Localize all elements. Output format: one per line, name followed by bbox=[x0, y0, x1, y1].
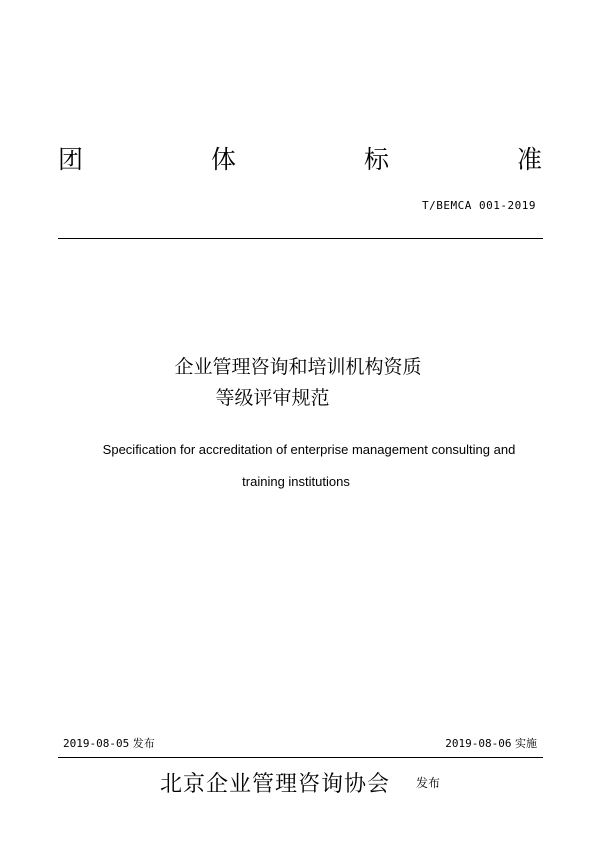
document-category bbox=[58, 142, 542, 178]
effective-label: 实施 bbox=[515, 737, 537, 750]
publisher-row bbox=[0, 768, 600, 802]
standard-code: T/BEMCA 001-2019 bbox=[422, 199, 536, 212]
category-char: 标 bbox=[363, 145, 389, 174]
english-title bbox=[0, 434, 600, 498]
english-title-line1: Specification for accreditation of enterprise management consulting and bbox=[102, 442, 516, 457]
category-char: 团 bbox=[58, 145, 84, 174]
english-title-line2: training institutions bbox=[242, 474, 350, 489]
category-char: 准 bbox=[516, 145, 542, 174]
publish-date-group bbox=[63, 737, 155, 751]
publisher-suffix: 发布 bbox=[416, 776, 441, 790]
publish-label: 发布 bbox=[132, 737, 155, 750]
chinese-title-line2: 等级评审规范 bbox=[215, 387, 330, 409]
chinese-title bbox=[0, 352, 600, 414]
publisher-name: 北京企业管理咨询协会 bbox=[159, 772, 390, 797]
effective-date: 2019-08-06 bbox=[445, 737, 512, 750]
top-divider bbox=[58, 238, 543, 239]
effective-date-group bbox=[445, 737, 537, 751]
category-char: 体 bbox=[210, 145, 236, 174]
bottom-divider bbox=[58, 757, 543, 758]
chinese-title-line1: 企业管理咨询和培训机构资质 bbox=[174, 356, 422, 378]
publish-date: 2019-08-05 bbox=[63, 737, 130, 750]
date-row bbox=[63, 737, 537, 751]
